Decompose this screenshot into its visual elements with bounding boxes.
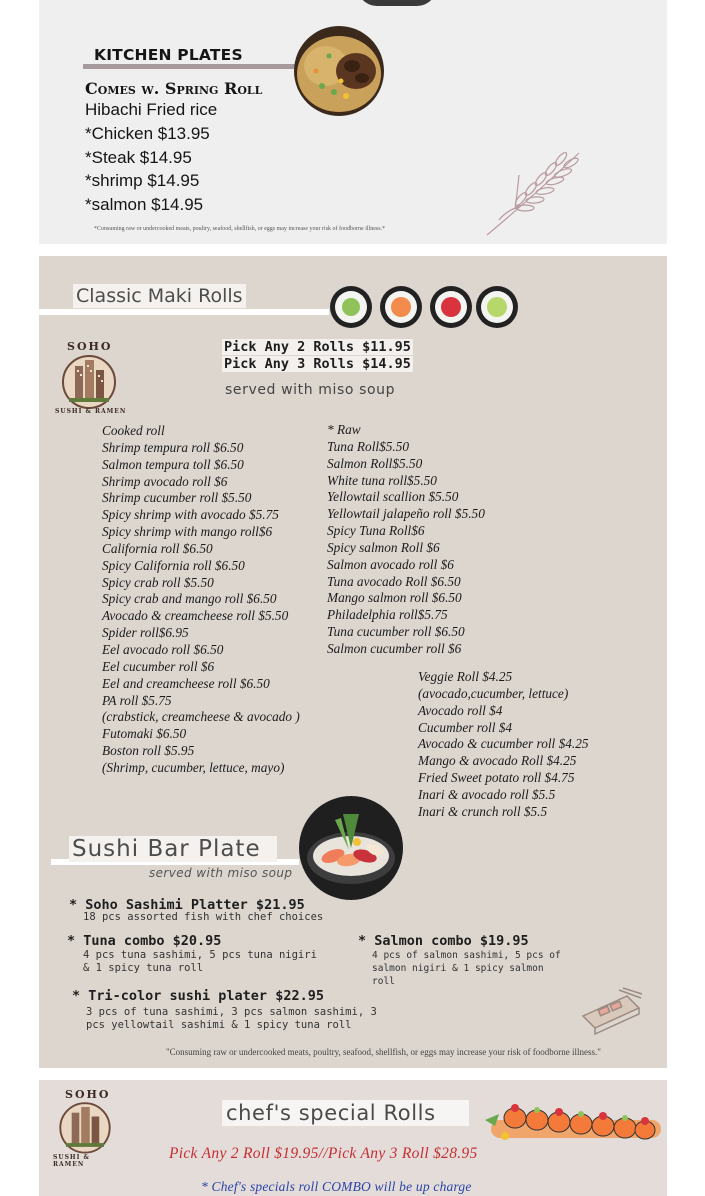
chef-special-panel (39, 1080, 667, 1196)
list-item: Eel avocado roll $6.50 (102, 641, 224, 657)
leaf-sketch-icon (479, 145, 589, 240)
list-item: * Raw (327, 422, 361, 437)
list-item: Cucumber roll $4 (418, 719, 513, 735)
list-item: Salmon cucumber roll $6 (327, 640, 462, 656)
combo-description: 4 pcs tuna sashimi, 5 pcs tuna nigiri & 1 spicy tuna roll (83, 949, 317, 974)
list-item: Spicy shrimp with mango roll$6 (102, 524, 273, 540)
raw-roll-list (327, 422, 485, 658)
list-item: Eel cucumber roll $6 (102, 658, 215, 674)
list-item: Tuna cucumber roll $6.50 (327, 624, 465, 640)
dish-edge-image (357, 0, 437, 6)
list-item: Yellowtail scallion $5.50 (327, 489, 459, 505)
list-item: Spicy shrimp with avocado $5.75 (102, 507, 279, 523)
list-item: California roll $6.50 (102, 540, 213, 556)
kitchen-item: *Chicken $13.95 (85, 124, 210, 143)
combo-name: * Salmon combo $19.95 (358, 933, 529, 949)
list-item: (crabstick, creamcheese & avocado ) (102, 709, 300, 725)
list-item: Boston roll $5.95 (102, 743, 195, 759)
list-item: Spicy crab roll $5.50 (102, 574, 214, 590)
kitchen-title-bar (83, 64, 303, 69)
maki-roll-icons (327, 284, 527, 330)
maki-served-note: served with miso soup (225, 382, 396, 398)
combo-name: * Tri-color sushi plater $22.95 (72, 988, 324, 1004)
combo-name: * Soho Sashimi Platter $21.95 (69, 897, 305, 913)
logo-text-bottom: SUSHI & RAMEN (55, 408, 127, 415)
kitchen-item: *shrimp $14.95 (85, 171, 200, 190)
kitchen-subtitle: Comes w. Spring Roll (85, 79, 263, 98)
list-item: Futomaki $6.50 (102, 726, 187, 742)
list-item: Shrimp cucumber roll $5.50 (102, 490, 252, 506)
maki-pick-two: Pick Any 2 Rolls $11.95 (224, 339, 411, 355)
list-item: Fried Sweet potato roll $4.75 (418, 770, 575, 786)
list-item: Tuna avocado Roll $6.50 (327, 573, 461, 589)
chef-pick-price: Pick Any 2 Roll $19.95//Pick Any 3 Roll $28.95 (169, 1145, 478, 1162)
list-item: Cooked roll (102, 423, 165, 438)
kitchen-item: *salmon $14.95 (85, 195, 204, 214)
combo-description: 3 pcs of tuna sashimi, 3 pcs salmon sashimi, 3 pcs yellowtail sashimi & 1 spicy tuna roll (86, 1006, 377, 1031)
cooked-roll-list (102, 423, 300, 777)
list-item: Shrimp avocado roll $6 (102, 473, 228, 489)
list-item: Avocado & creamcheese roll $5.50 (102, 608, 289, 624)
list-item: Salmon Roll$5.50 (327, 455, 423, 471)
combo-description: 4 pcs of salmon sashimi, 5 pcs of salmon nigiri & 1 spicy salmon roll (372, 950, 561, 987)
list-item: Avocado & cucumber roll $4.25 (418, 736, 589, 752)
maki-title-bar (39, 309, 329, 315)
kitchen-dish: Hibachi Fried rice (85, 100, 218, 119)
soho-logo (47, 1088, 123, 1168)
list-item: PA roll $5.75 (102, 692, 172, 708)
sushi-bar-served-note: served with miso soup (149, 866, 293, 880)
sushi-board-icon (579, 986, 643, 1036)
list-item: Mango salmon roll $6.50 (327, 590, 462, 606)
chef-special-title: chef's special Rolls (222, 1100, 469, 1126)
maki-disclaimer: "Consuming raw or undercooked meats, poultry, seafood, shellfish, or eggs may increase your risk of foodborne illness." (166, 1047, 601, 1057)
chef-rolls-photo (485, 1090, 661, 1150)
maki-pick-three: Pick Any 3 Rolls $14.95 (224, 356, 411, 372)
list-item: Yellowtail jalapeño roll $5.50 (327, 506, 485, 522)
kitchen-item: *Steak $14.95 (85, 148, 192, 167)
list-item: Shrimp tempura roll $6.50 (102, 439, 244, 455)
kitchen-disclaimer: *Consuming raw or undercooked meats, poultry, seafood, shellfish, or eggs may increase your risk of foodborne illness.* (94, 226, 386, 232)
list-item: Spider roll$6.95 (102, 625, 189, 641)
list-item: (avocado,cucumber, lettuce) (418, 685, 569, 701)
classic-maki-panel (39, 256, 667, 1068)
kitchen-plates-panel (39, 0, 667, 244)
list-item: Tuna Roll$5.50 (327, 438, 410, 454)
list-item: Spicy crab and mango roll $6.50 (102, 591, 277, 607)
list-item: Veggie Roll $4.25 (418, 669, 513, 684)
list-item: Salmon tempura toll $6.50 (102, 456, 244, 472)
list-item: Spicy Tuna Roll$6 (327, 523, 425, 539)
list-item: Avocado roll $4 (418, 702, 503, 718)
list-item: White tuna roll$5.50 (327, 472, 437, 488)
veggie-roll-list (418, 669, 589, 821)
list-item: Inari & avocado roll $5.5 (418, 786, 556, 802)
soho-logo (49, 340, 129, 420)
list-item: Philadelphia roll$5.75 (327, 607, 448, 623)
logo-text-top: SOHO (67, 340, 113, 353)
list-item: Salmon avocado roll $6 (327, 556, 454, 572)
chef-combo-note: * Chef's specials roll COMBO will be up charge (201, 1179, 472, 1194)
sashimi-photo (299, 796, 403, 900)
list-item: Mango & avocado Roll $4.25 (418, 753, 577, 769)
list-item: (Shrimp, cucumber, lettuce, mayo) (102, 759, 285, 775)
logo-text-top: SOHO (65, 1088, 111, 1101)
logo-text-bottom: SUSHI & RAMEN (53, 1154, 90, 1168)
kitchen-title: KITCHEN PLATES (94, 46, 243, 64)
fried-rice-photo (294, 26, 384, 116)
list-item: Spicy California roll $6.50 (102, 557, 245, 573)
list-item: Spicy salmon Roll $6 (327, 539, 440, 555)
list-item: Eel and creamcheese roll $6.50 (102, 675, 270, 691)
combo-description: 18 pcs assorted fish with chef choices (83, 911, 324, 923)
combo-name: * Tuna combo $20.95 (67, 933, 222, 949)
list-item: Inari & crunch roll $5.5 (418, 803, 548, 819)
maki-title: Classic Maki Rolls (73, 284, 246, 308)
sushi-bar-title: Sushi Bar Plate (69, 836, 277, 862)
